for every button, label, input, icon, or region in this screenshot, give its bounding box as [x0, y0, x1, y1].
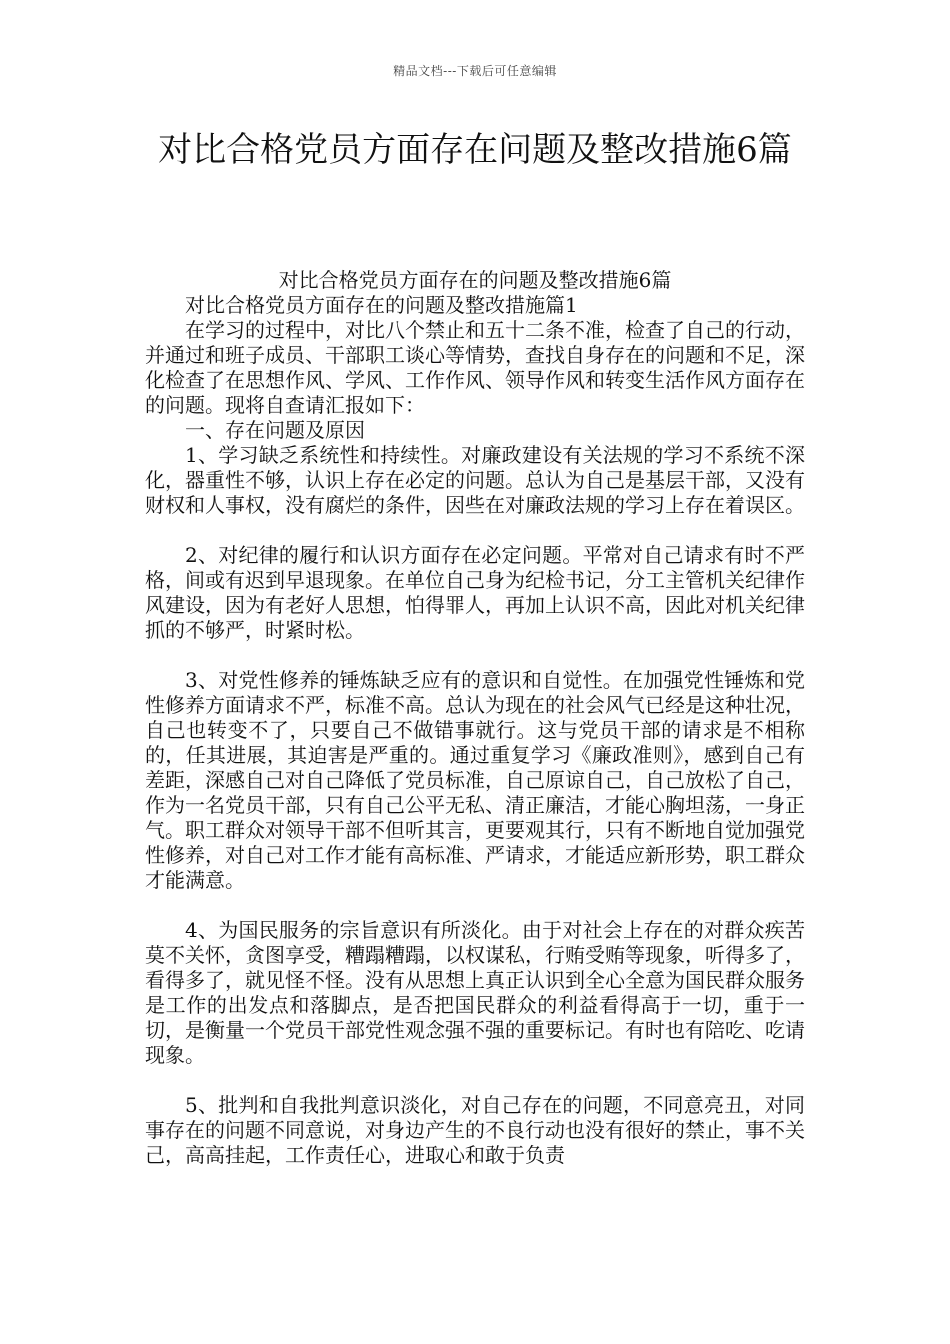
section-heading: 对比合格党员方面存在的问题及整改措施篇1 [185, 293, 578, 317]
part-heading: 一、存在问题及原因 [185, 418, 365, 442]
item-paragraph-2: 2、对纪律的履行和认识方面存在必定问题。平常对自己请求有时不严格，间或有迟到早退现象。在单位自己身为纪检书记，分工主管机关纪律作风建设，因为有老好人思想，怕得罪人，再加上认识不高，因此对机关纪律抓的不够严，时紧时松。 [145, 543, 805, 642]
document-body [145, 268, 805, 1168]
item-paragraph-3: 3、对党性修养的锤炼缺乏应有的意识和自觉性。在加强党性锤炼和党性修养方面请求不严，标准不高。总认为现在的社会风气已经是这种壮况，自己也转变不了，只要自己不做错事就行。这与党员干部的请求是不相称的，任其进展，其迫害是严重的。通过重复学习《廉政准则》，感到自己有差距，深感自己对自己降低了党员标准，自己原谅自己，自己放松了自己，作为一名党员干部，只有自己公平无私、清正廉洁，才能心胸坦荡，一身正气。职工群众对领导干部不但听其言，更要观其行，只有不断地自觉加强党性修养，对自己对工作才能有高标准、严请求，才能适应新形势，职工群众才能满意。 [145, 668, 805, 892]
item-paragraph-1: 1、学习缺乏系统性和持续性。对廉政建设有关法规的学习不系统不深化，器重性不够，认识上存在必定的问题。总认为自己是基层干部，又没有财权和人事权，没有腐烂的条件，因些在对廉政法规的学习上存在着误区。 [145, 443, 805, 517]
header-note: 精品文档---下载后可任意编辑 [393, 64, 557, 78]
document-subtitle: 对比合格党员方面存在的问题及整改措施6篇 [278, 268, 672, 292]
item-paragraph-5: 5、批判和自我批判意识淡化，对自己存在的问题，不同意亮丑，对同事存在的问题不同意说，对身边产生的不良行动也没有很好的禁止，事不关己，高高挂起，工作责任心，进取心和敢于负责 [145, 1093, 805, 1167]
intro-paragraph: 在学习的过程中，对比八个禁止和五十二条不准，检查了自己的行动，并通过和班子成员、干部职工谈心等情势，查找自身存在的问题和不足，深化检查了在思想作风、学风、工作作风、领导作风和转变生活作风方面存在的问题。现将自查请汇报如下： [145, 318, 805, 417]
item-paragraph-4: 4、为国民服务的宗旨意识有所淡化。由于对社会上存在的对群众疾苦莫不关怀，贪图享受，糟蹋糟蹋，以权谋私，行贿受贿等现象，听得多了，看得多了，就见怪不怪。没有从思想上真正认识到全心全意为国民群众服务是工作的出发点和落脚点，是否把国民群众的利益看得高于一切，重于一切，是衡量一个党员干部党性观念强不强的重要标记。有时也有陪吃、吃请现象。 [145, 918, 805, 1067]
document-title: 对比合格党员方面存在问题及整改措施6篇 [158, 130, 792, 170]
